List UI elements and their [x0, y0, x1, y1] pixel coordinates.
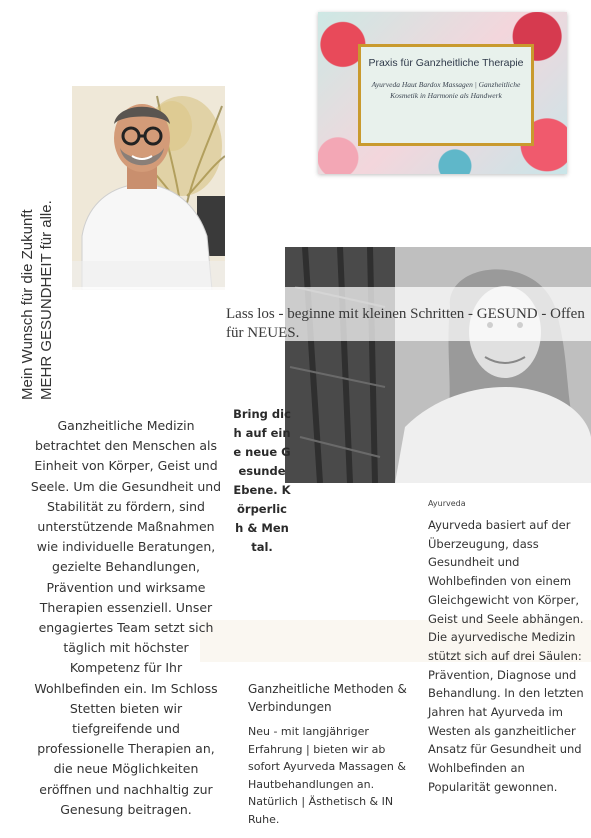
slogan: Lass los - beginne mit kleinen Schritten - GESUND - Offen für NEUES.: [226, 306, 585, 341]
vertical-line-1: Mein Wunsch für die Zukunft: [19, 209, 36, 400]
portrait-photo-man: [72, 86, 225, 290]
card-title: Praxis für Ganzheitliche Therapie: [368, 57, 524, 69]
card-subtitle: Ayurveda Haut Bardox Massagen | Ganzheitliche Kosmetik in Harmonie als Handwerk: [371, 80, 521, 100]
card-label-panel: [358, 44, 534, 146]
vertical-line-2: MEHR GESUNDHEIT für alle.: [38, 200, 55, 400]
holistic-medicine-paragraph: Ganzheitliche Medizin betrachtet den Menschen als Einheit von Körper, Geist und Seele. Um die Gesundheit und Stabilität zu fördern, sind unterstützende Maßnahmen wie individuelle Beratungen, gezielte Behandlungen, Prävention und wirksame Therapien essenziell. Unser engagiertes Team setzt sich täglich mit höchster Kompetenz für Ihr Wohlbefinden ein. Im Schloss Stetten bieten wir tiefgreifende und professionelle Therapien an, die neue Möglichkeiten eröffnen und nachhaltig zur Genesung beitragen.: [30, 418, 222, 817]
methods-title: Ganzheitliche Methoden & Verbindungen: [248, 682, 407, 714]
business-card: [318, 12, 567, 174]
methods-paragraph: Neu - mit langjähriger Erfahrung | bieten wir ab sofort Ayurveda Massagen & Hautbehandlungen an. Natürlich | Ästhetisch & IN Ruhe.: [248, 725, 406, 826]
vertical-wish-text: [18, 200, 56, 400]
ayurveda-paragraph: Ayurveda basiert auf der Überzeugung, dass Gesundheit und Wohlbefinden von einem Gleichgewicht von Körper, Geist und Seele abhängen. Die ayurvedische Medizin stützt sich auf drei Säulen: Prävention, Diagnose und Behandlung. In den letzten Jahren hat Ayurveda im Westen als ganzheitlicher Ansatz für Gesundheit und Wohlbefinden an Popularität gewonnen.: [428, 518, 584, 794]
portrait-photo-woman: [285, 247, 591, 483]
bring-text: Bring dich auf eine neue Gesunde Ebene. Körperlich & Mental.: [233, 407, 291, 554]
ayurveda-label: Ayurveda: [428, 499, 466, 508]
